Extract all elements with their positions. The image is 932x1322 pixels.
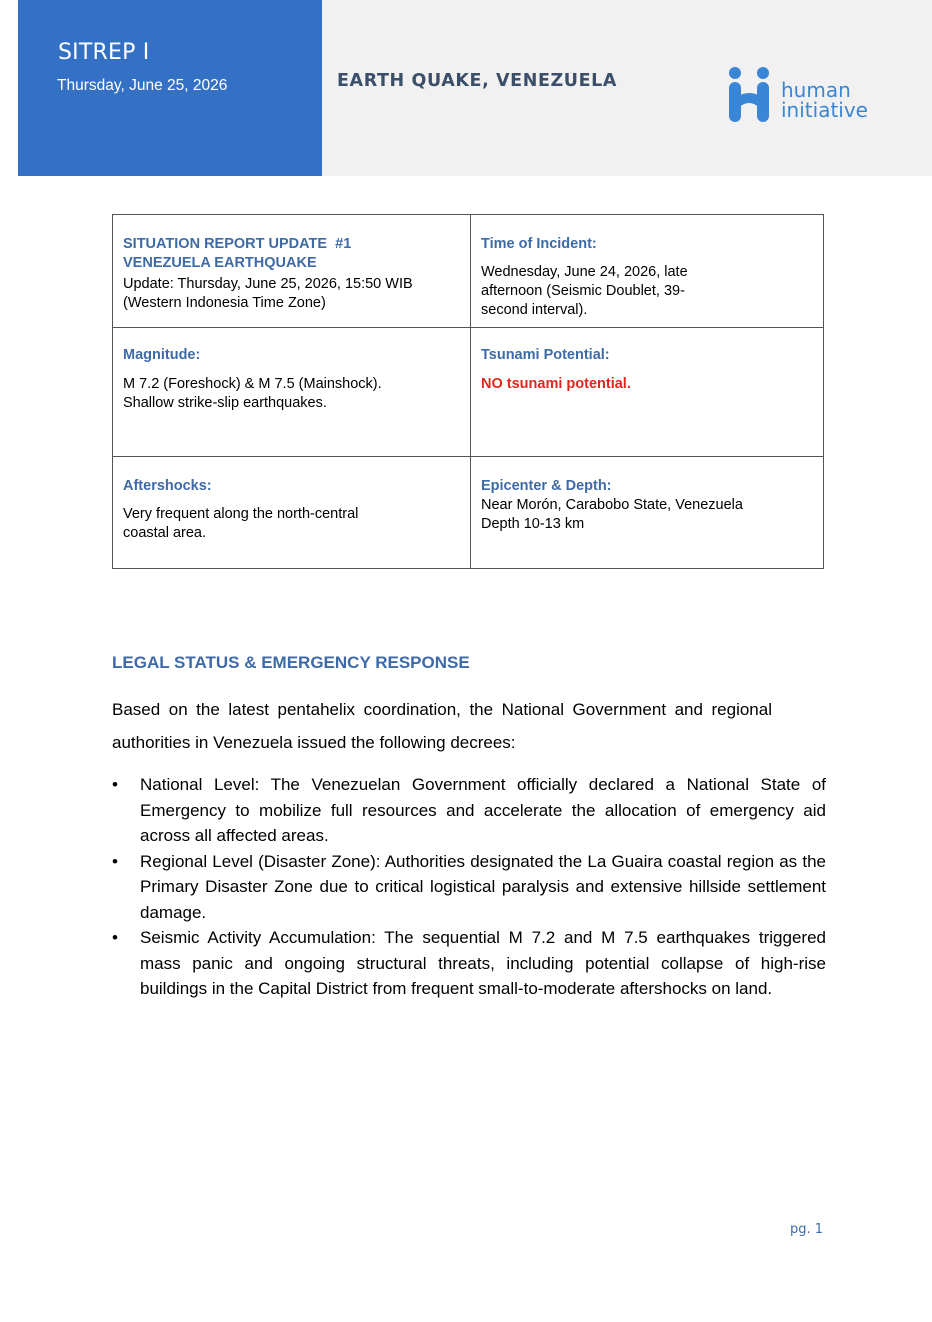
event-title: EARTH QUAKE, VENEZUELA	[337, 71, 618, 91]
aftershocks-line2: coastal area.	[123, 525, 207, 541]
list-item	[110, 772, 826, 849]
decree-national-level: National Level: The Venezuelan Government officially declared a National State of Emergency to mobilize full resources and accelerate the allocation of emergency aid across all affected areas.	[140, 775, 826, 845]
time-line2: afternoon (Seismic Doublet, 39-	[481, 283, 685, 299]
magnitude-line1: M 7.2 (Foreshock) & M 7.5 (Mainshock).	[123, 376, 382, 392]
cell-epicenter-depth	[481, 477, 816, 534]
logo-word-initiative: initiative	[781, 98, 868, 122]
cell-tsunami-potential	[481, 346, 816, 394]
cell-time-of-incident	[481, 235, 816, 320]
epicenter-line2: Depth 10-13 km	[481, 516, 585, 532]
aftershocks-label: Aftershocks:	[123, 478, 212, 494]
bullet-icon: •	[112, 851, 118, 871]
bullet-icon: •	[112, 928, 118, 947]
time-line1: Wednesday, June 24, 2026, late	[481, 264, 688, 280]
decree-list	[110, 772, 826, 1002]
epicenter-line1: Near Morón, Carabobo State, Venezuela	[481, 497, 743, 513]
aftershocks-line1: Very frequent along the north-central	[123, 506, 359, 522]
tsunami-value: NO tsunami potential.	[481, 376, 631, 392]
legal-intro-paragraph: Based on the latest pentahelix coordination, the National Government and regional authorities in Venezuela issued the following decrees:	[112, 700, 772, 752]
report-date: Thursday, June 25, 2026	[57, 77, 228, 94]
report-label-line2: VENEZUELA EARTHQUAKE	[123, 255, 317, 271]
cell-magnitude	[123, 346, 463, 413]
logo-wordmark	[781, 80, 868, 120]
cell-aftershocks	[123, 477, 463, 543]
cell-report-update	[123, 235, 463, 313]
logo-word-human: human	[781, 78, 851, 102]
incident-summary-table	[112, 214, 824, 569]
table-row-divider	[113, 456, 823, 457]
human-initiative-logo	[726, 66, 896, 128]
report-update-line1: Update: Thursday, June 25, 2026, 15:50 WIB	[123, 276, 413, 292]
report-label-line1: SITUATION REPORT UPDATE #1	[123, 236, 352, 252]
time-line3: second interval).	[481, 302, 588, 318]
decree-seismic-activity: Seismic Activity Accumulation: The sequential M 7.2 and M 7.5 earthquakes triggered mass panic and ongoing structural threats, including potential collapse of high-rise buildings in the Capital District from frequent small-to-moderate aftershocks on land.	[140, 928, 826, 998]
list-item	[110, 849, 826, 926]
magnitude-label: Magnitude:	[123, 347, 201, 363]
tsunami-label: Tsunami Potential:	[481, 347, 610, 363]
table-row-divider	[113, 327, 823, 328]
decree-regional-level: Regional Level (Disaster Zone): Authorities designated the La Guaira coastal region as the Primary Disaster Zone due to critical logistical paralysis and extensive hillside settlement damage.	[140, 851, 826, 922]
page-number: pg. 1	[790, 1222, 824, 1237]
epicenter-label: Epicenter & Depth:	[481, 478, 612, 494]
report-update-line2: (Western Indonesia Time Zone)	[123, 295, 326, 311]
magnitude-line2: Shallow strike-slip earthquakes.	[123, 395, 327, 411]
section-title-legal-status: LEGAL STATUS & EMERGENCY RESPONSE	[112, 653, 470, 672]
list-item	[110, 925, 826, 1002]
human-initiative-logo-icon	[726, 66, 776, 126]
sitrep-title: SITREP I	[58, 40, 150, 65]
bullet-icon: •	[112, 775, 118, 794]
time-label: Time of Incident:	[481, 236, 597, 252]
table-column-divider	[470, 215, 471, 568]
